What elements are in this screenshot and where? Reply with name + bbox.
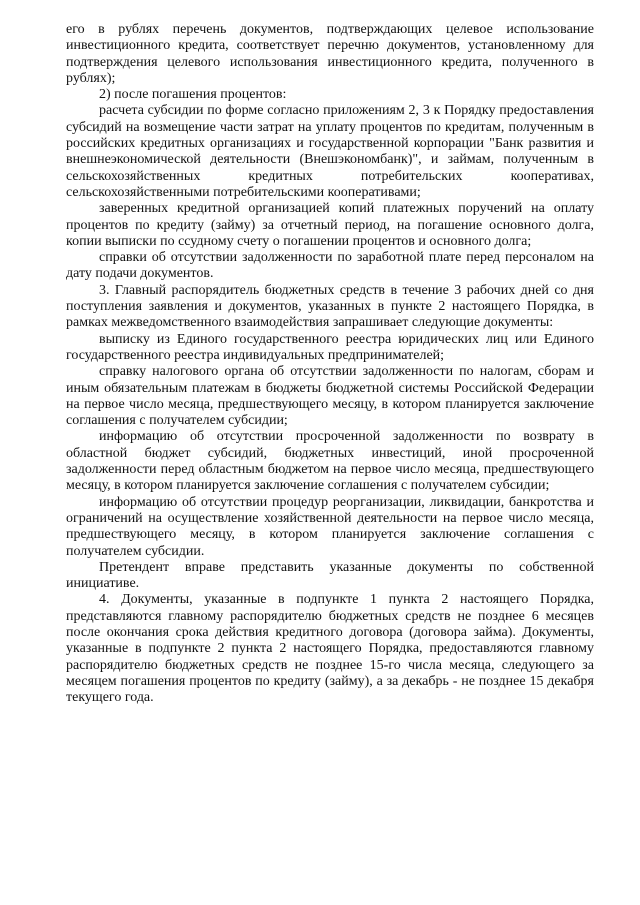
paragraph-point-3: 3. Главный распорядитель бюджетных средств в течение 3 рабочих дней со дня поступления заявления и документов, указанных в пункте 2 настоящего Порядка, в рамках межведомственного взаимодействия запрашивает следующие документы: [66,282,594,331]
paragraph-applicant-initiative: Претендент вправе представить указанные документы по собственной инициативе. [66,559,594,592]
paragraph-subsidy-calculation: расчета субсидии по форме согласно приложениям 2, 3 к Порядку предоставления субсидий на возмещение части затрат на уплату процентов по кредитам, полученным в российских кредитных организациях и государственной корпорации "Банк развития и внешнеэкономической деятельности (Внешэкономбанк)", и займам, полученным в сельскохозяйственных кредитных потребительских кооперативах, сельскохозяйственными потребительскими кооперативами; [66,103,594,200]
paragraph-continuation: его в рублях перечень документов, подтверждающих целевое использование инвестиционного кредита, соответствует перечню документов, установленному для подтверждения целевого использования инвестиционного кредита, полученного в рублях); [66,22,594,86]
paragraph-tax-certificate: справку налогового органа об отсутствии задолженности по налогам, сборам и иным обязательным платежам в бюджеты бюджетной системы Российской Федерации на первое число месяца, предшествующего месяцу, в котором планируется заключение соглашения с получателем субсидии; [66,364,594,429]
paragraph-payment-orders: заверенных кредитной организацией копий платежных поручений на оплату процентов по кредиту (займу) за отчетный период, на погашение основного долга, копии выписки по ссудному счету о погашении процентов и основного долга; [66,201,594,249]
document-page [66,22,594,706]
paragraph-subpoint-2: 2) после погашения процентов: [99,87,287,103]
paragraph-reorganization-info: информацию об отсутствии процедур реорганизации, ликвидации, банкротства и ограничений на осуществление хозяйственной деятельности на первое число месяца, предшествующего месяцу, в котором планируется заключение соглашения с получателем субсидии. [66,494,594,559]
paragraph-salary-debt-certificate: справки об отсутствии задолженности по заработной плате перед персоналом на дату подачи документов. [66,250,594,282]
paragraph-overdue-debt-info: информацию об отсутствии просроченной задолженности по возврату в областной бюджет субсидий, бюджетных инвестиций, иной просроченной задолженности перед областным бюджетом на первое число месяца, предшествующего месяцу, в котором планируется заключение соглашения с получателем субсидии; [66,429,594,494]
paragraph-registry-extract: выписку из Единого государственного реестра юридических лиц или Единого государственного реестра индивидуальных предпринимателей; [66,331,594,363]
paragraph-point-4: 4. Документы, указанные в подпункте 1 пункта 2 настоящего Порядка, представляются главному распорядителю бюджетных средств не позднее 6 месяцев после окончания срока действия кредитного договора (договора займа). Документы, указанные в подпункте 2 пункта 2 настоящего Порядка, предоставляются главному распорядителю бюджетных средств не позднее 15-го числа месяца, следующего за месяцем погашения процентов по кредиту (займу), а за декабрь - не позднее 15 декабря текущего года. [66,592,594,706]
